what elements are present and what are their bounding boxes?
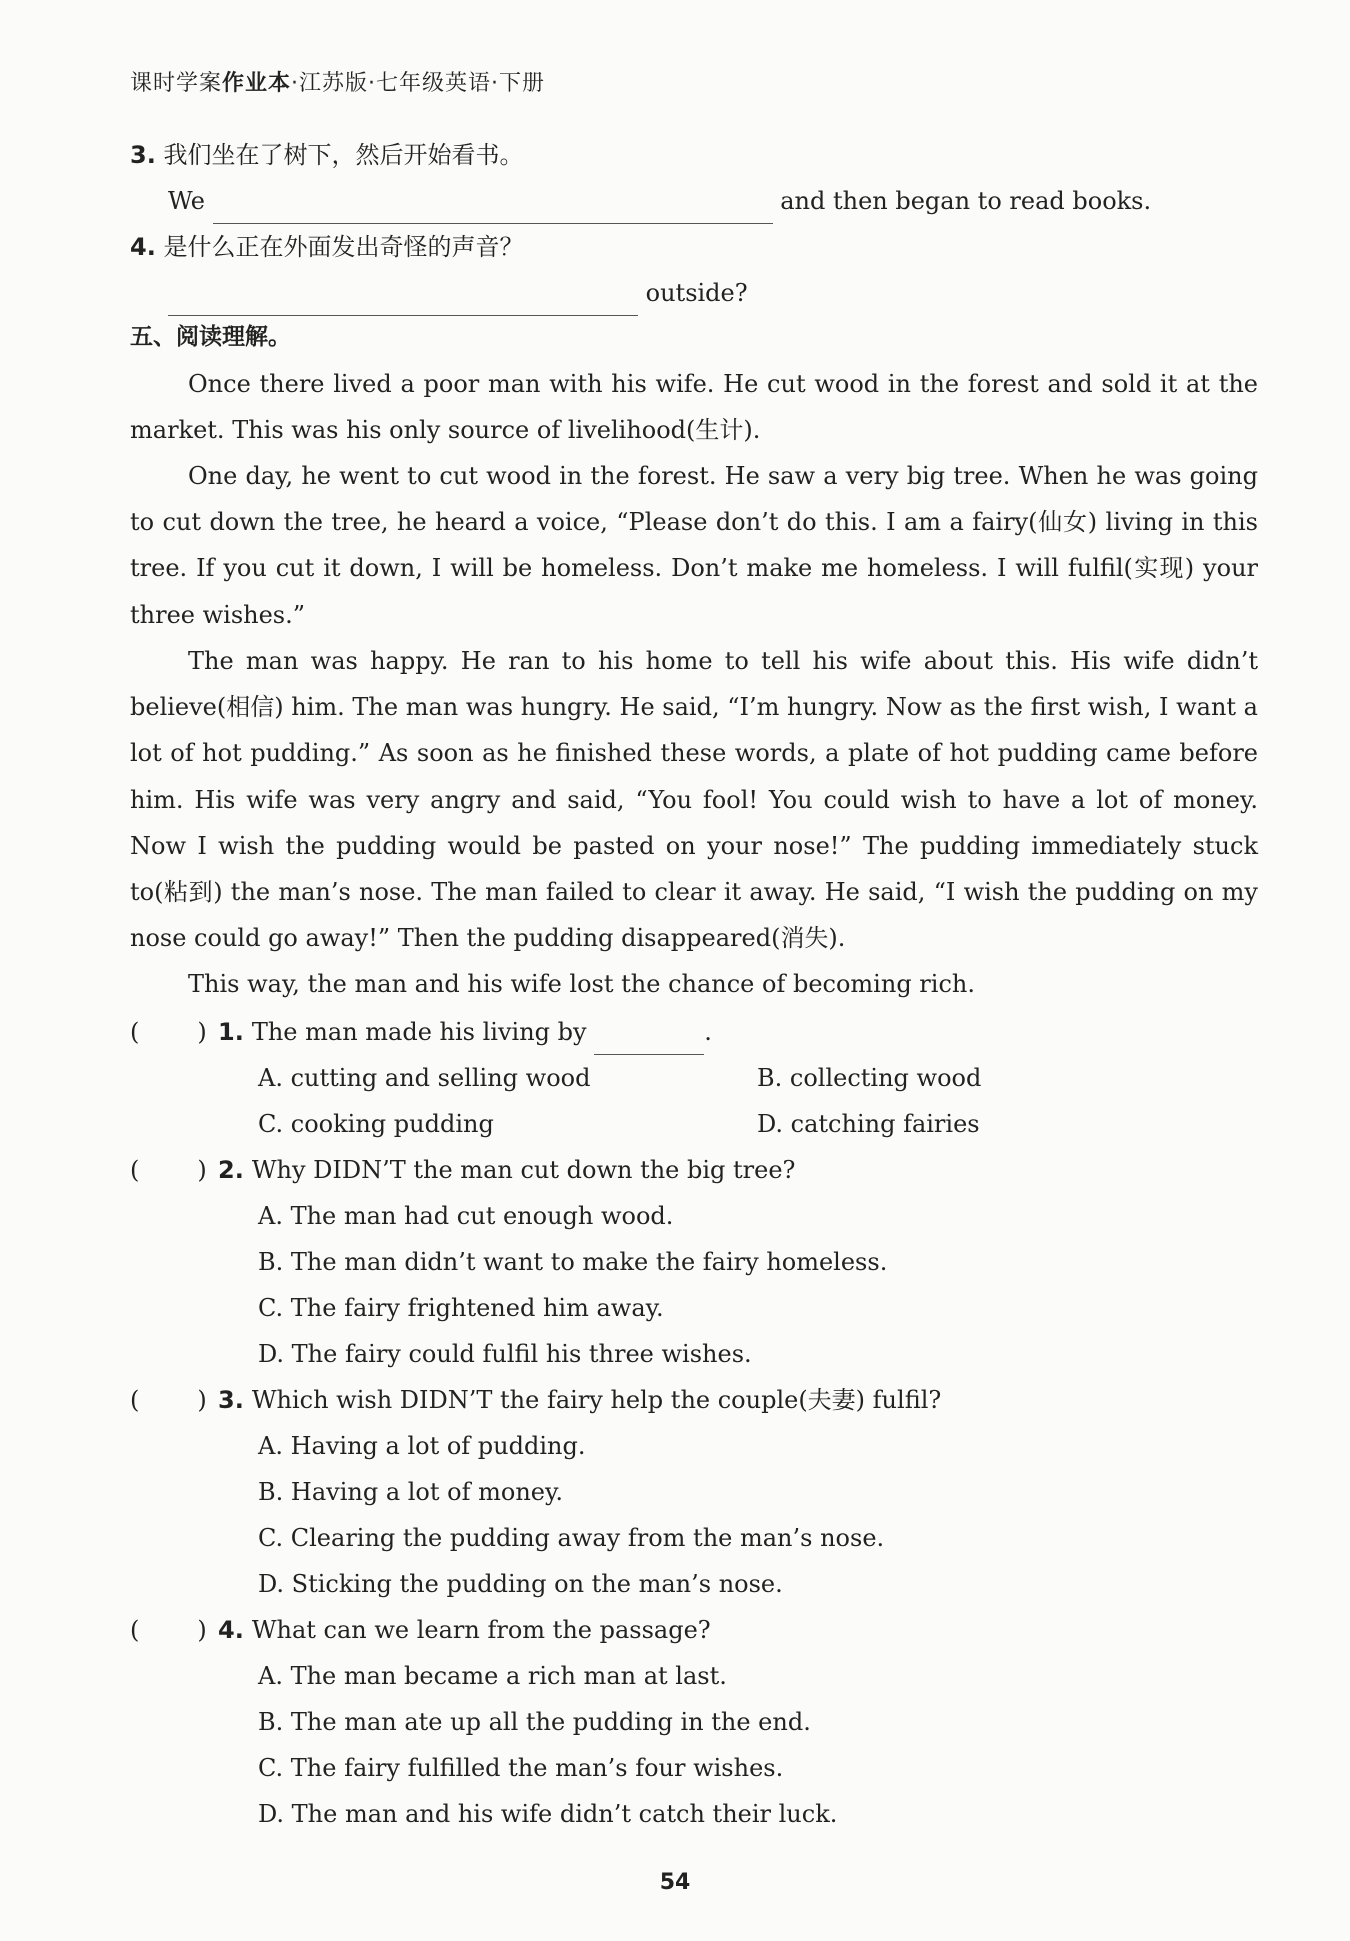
option-d[interactable]: D. catching fairies xyxy=(757,1110,980,1138)
book-name: 作业本 xyxy=(222,71,292,96)
passage-paragraph: One day, he went to cut wood in the forest. He saw a very big tree. When he was going to cut down the tree, he heard a voice, “Please don’t do this. I am a fairy(仙女) living in this tree. If you cut it down, I will be homeless. Don’t make me homeless. I will fulfil(实现) your three wishes.” xyxy=(130,462,1258,629)
option-c[interactable]: C. Clearing the pudding away from the man’s nose. xyxy=(258,1524,885,1552)
section-title: 五、阅读理解。 xyxy=(130,324,291,350)
option-a[interactable]: A. cutting and selling wood xyxy=(258,1064,591,1092)
passage-paragraph: Once there lived a poor man with his wife. He cut wood in the forest and sold it at the market. This was his only source of livelihood(生计). xyxy=(130,370,1258,445)
answer-blank[interactable] xyxy=(213,193,773,224)
option-d[interactable]: D. The fairy could fulfil his three wishes. xyxy=(258,1340,752,1368)
option-b[interactable]: B. Having a lot of money. xyxy=(258,1478,563,1506)
page-number: 54 xyxy=(659,1870,691,1895)
option-b[interactable]: B. collecting wood xyxy=(757,1064,982,1092)
question-3: ( ) 3. Which wish DIDN’T the fairy help the couple(夫妻) fulfil? xyxy=(130,1377,1260,1423)
answer-bracket[interactable]: ( ) xyxy=(130,1616,207,1644)
option-b[interactable]: B. The man didn’t want to make the fairy homeless. xyxy=(258,1248,888,1276)
question-4: ( ) 4. What can we learn from the passage? xyxy=(130,1607,1260,1653)
option-c[interactable]: C. The fairy fulfilled the man’s four wishes. xyxy=(258,1754,784,1782)
translation-q4-chinese: 4. 是什么正在外面发出奇怪的声音？ xyxy=(130,233,524,261)
option-b[interactable]: B. The man ate up all the pudding in the end. xyxy=(258,1708,811,1736)
option-a[interactable]: A. The man had cut enough wood. xyxy=(258,1202,674,1230)
answer-bracket[interactable]: ( ) xyxy=(130,1386,207,1414)
answer-blank[interactable] xyxy=(594,1024,704,1055)
answer-bracket[interactable]: ( ) xyxy=(130,1156,207,1184)
series-name: 课时学案 xyxy=(130,71,223,96)
option-d[interactable]: D. Sticking the pudding on the man’s nose. xyxy=(258,1570,783,1598)
option-a[interactable]: A. The man became a rich man at last. xyxy=(258,1662,727,1690)
translation-q3-answer: We and then began to read books. xyxy=(168,178,1298,224)
answer-blank[interactable] xyxy=(168,285,638,316)
option-d[interactable]: D. The man and his wife didn’t catch their luck. xyxy=(258,1800,838,1828)
translation-q4-answer: outside? xyxy=(168,270,1298,316)
question-1: ( ) 1. The man made his living by . xyxy=(130,1009,1260,1055)
answer-bracket[interactable]: ( ) xyxy=(130,1018,207,1046)
translation-q3-chinese: 3. 我们坐在了树下，然后开始看书。 xyxy=(130,141,524,169)
running-header xyxy=(130,66,545,97)
option-c[interactable]: C. The fairy frightened him away. xyxy=(258,1294,664,1322)
passage-paragraph: This way, the man and his wife lost the chance of becoming rich. xyxy=(188,970,975,998)
option-c[interactable]: C. cooking pudding xyxy=(258,1110,494,1138)
edition-info: ·江苏版·七年级英语·下册 xyxy=(291,71,546,96)
question-2: ( ) 2. Why DIDN’T the man cut down the big tree? xyxy=(130,1147,1260,1193)
passage-paragraph: The man was happy. He ran to his home to tell his wife about this. His wife didn’t believe(相信) him. The man was hungry. He said, “I’m hungry. Now as the first wish, I want a lot of hot pudding.” As soon as he finished these words, a plate of hot pudding came before him. His wife was very angry and said, “You fool! You could wish to have a lot of money. Now I wish the pudding would be pasted on your nose!” The pudding immediately stuck to(粘到) the man’s nose. The man failed to clear it away. He said, “I wish the pudding on my nose could go away!” Then the pudding disappeared(消失). xyxy=(130,647,1258,953)
option-a[interactable]: A. Having a lot of pudding. xyxy=(258,1432,586,1460)
